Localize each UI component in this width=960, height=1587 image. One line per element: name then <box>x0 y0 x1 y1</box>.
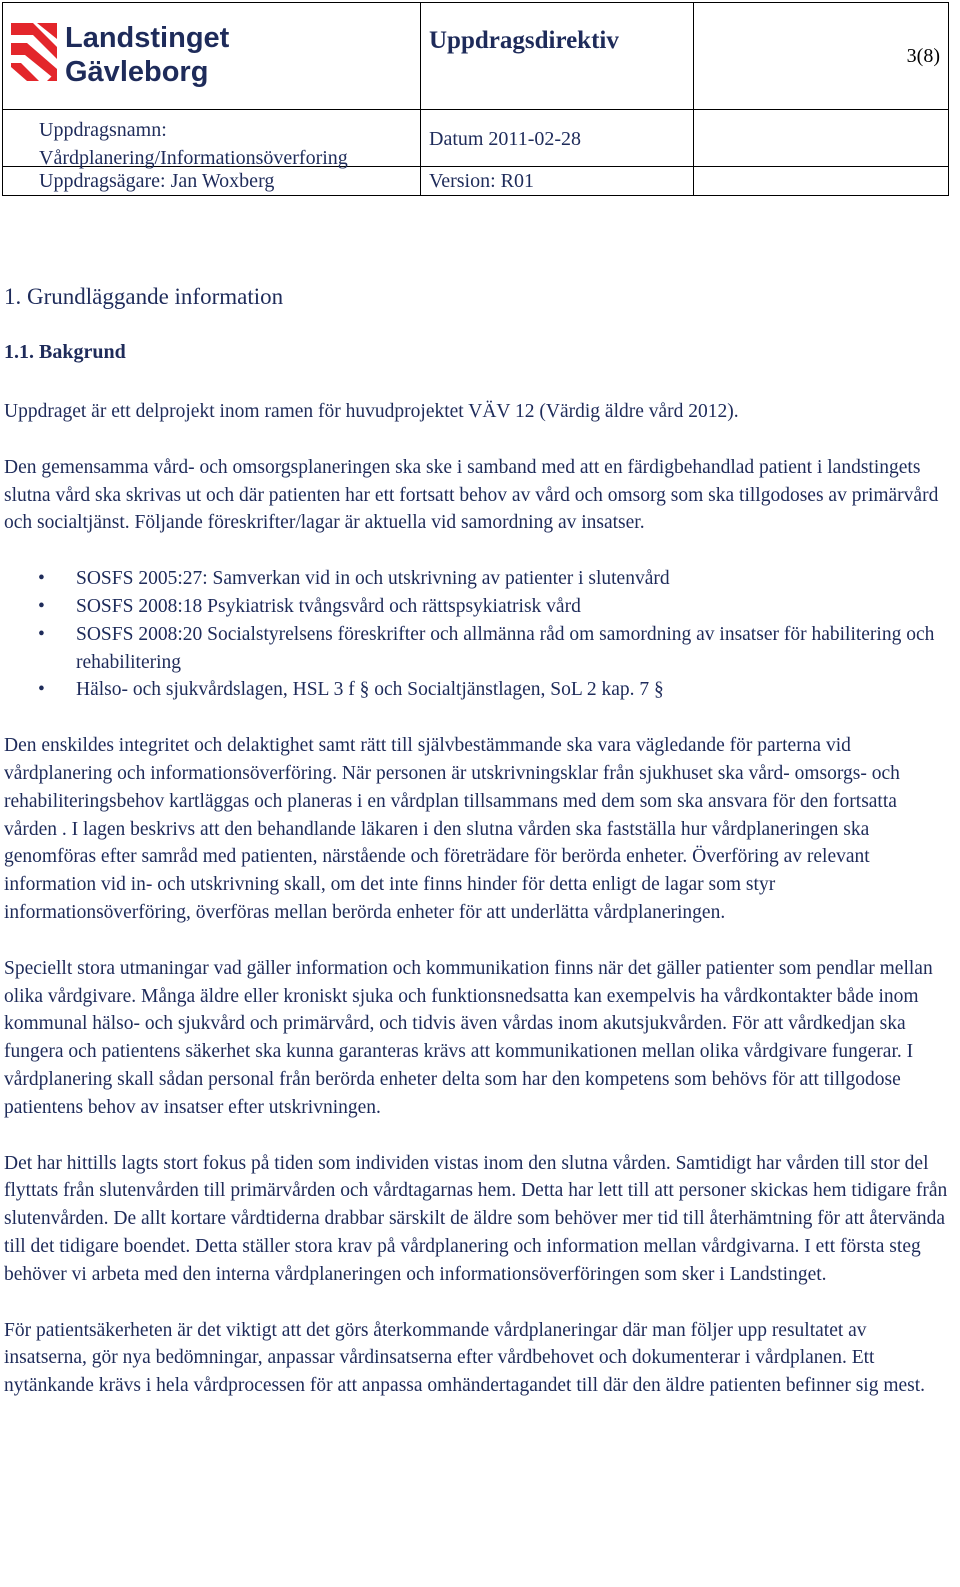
page-number: 3(8) <box>906 45 940 67</box>
list-item-text: Hälso- och sjukvårdslagen, HSL 3 f § och Socialtjänstlagen, SoL 2 kap. 7 § <box>76 679 664 701</box>
assignment-name: Vårdplanering/Informationsöverforing <box>39 147 348 169</box>
list-item-text: SOSFS 2008:18 Psykiatrisk tvångsvård och rättspsykiatrisk vård <box>76 595 581 617</box>
logo-text-line2: Gävleborg <box>65 56 209 88</box>
paragraph: Det har hittills lagts stort fokus på tiden som individen vistas inom den slutna vården. Samtidigt har vården till stor del flyttats från slutenvården till primärvården och vårdtagarnas hem. Detta har lett till att personer skickas hem tidigare från slutenvården. De allt kortare vårdtiderna drabbar särskilt de äldre som behöver mer tid till återhämtning för att återvända till det tidigare boendet. Detta ställer stora krav på vårdplanering och information mellan vårdgivarna. I ett första steg behöver vi arbeta med den interna vårdplaneringen och informationsöverföringen som sker i Landstinget. <box>4 1152 948 1285</box>
page-cell <box>694 3 949 110</box>
assignment-owner: Uppdragsägare: Jan Woxberg <box>39 170 275 192</box>
document-date: Datum 2011-02-28 <box>429 128 582 150</box>
owner-cell <box>3 167 421 196</box>
empty-cell <box>694 110 949 167</box>
title-cell <box>421 3 694 110</box>
bullet-icon: • <box>38 623 45 645</box>
landstinget-gavleborg-logo-icon <box>11 17 241 89</box>
document-version: Version: R01 <box>429 170 534 192</box>
list-item <box>4 565 948 593</box>
subsection-heading: 1.1. Bakgrund <box>4 341 126 363</box>
regulation-list <box>4 565 948 704</box>
assignment-block <box>39 116 348 172</box>
list-item <box>4 621 948 677</box>
document-header <box>2 2 949 196</box>
organization-logo <box>11 17 241 94</box>
list-item-text: SOSFS 2008:20 Socialstyrelsens föreskrifter och allmänna råd om samordning av insatser för habilitering och rehabilitering <box>76 623 935 673</box>
date-cell <box>421 110 694 167</box>
paragraph: Den enskildes integritet och delaktighet samt rätt till självbestämmande ska vara vägledande för parterna vid vårdplanering och informationsöverföring. När personen är utskrivningsklar från sjukhuset ska vård- omsorgs- och rehabiliteringsbehov kartläggas och planeras i en vårdplan tillsammans med dem som ska ansvara för den fortsatta vården . I lagen beskrivs att den behandlande läkaren i den slutna vården ska fastställa hur vårdplaneringen ska genomföras efter samråd med patienten, närstående och företrädare för berörda enheter. Överföring av relevant information vid in- och utskrivning skall, om det inte finns hinder för detta enligt de lagar som styr informationsöverföring, överföras mellan berörda enheter för att underlätta vårdplaneringen. <box>4 735 900 923</box>
document-body <box>4 282 948 1400</box>
bullet-icon: • <box>38 568 45 590</box>
assignment-cell <box>3 110 421 167</box>
section-heading: 1. Grundläggande information <box>4 284 284 309</box>
list-item <box>4 593 948 621</box>
bullet-icon: • <box>38 679 45 701</box>
empty-cell-2 <box>694 167 949 196</box>
paragraph: Uppdraget är ett delprojekt inom ramen för huvudprojektet VÄV 12 (Värdig äldre vård 2012). <box>4 401 739 422</box>
paragraph: Speciellt stora utmaningar vad gäller information och kommunikation finns när det gäller patienter som pendlar mellan olika vårdgivare. Många äldre eller kroniskt sjuka och funktionsnedsatta kan exempelvis ha vårdkontakter både inom kommunal hälso- och sjukvård och primärvård, och tidvis även vårdas inom akutsjukvården. För att vårdkedjan ska fungera och patientens säkerhet ska kunna garanteras krävs att kommunikationen mellan olika vårdgivare fungerar. I vårdplanering skall sådan personal från berörda enheter delta som har den kompetens som behövs för att tillgodose patientens behov av insatser efter utskrivningen. <box>4 957 933 1118</box>
assignment-label: Uppdragsnamn: <box>39 119 167 141</box>
list-item-text: SOSFS 2005:27: Samverkan vid in och utskrivning av patienter i slutenvård <box>76 568 670 590</box>
bullet-icon: • <box>38 595 45 617</box>
paragraph: För patientsäkerheten är det viktigt att det görs återkommande vårdplaneringar där man följer upp resultatet av insatserna, gör nya bedömningar, anpassar vårdinsatserna efter vårdbehovet och dokumenterar i vårdplanen. Ett nytänkande krävs i hela vårdprocessen för att anpassa omhändertagandet till där den äldre patienten befinner sig mest. <box>4 1319 926 1397</box>
document-title: Uppdragsdirektiv <box>429 27 619 54</box>
logo-text-line1: Landstinget <box>65 22 230 54</box>
list-item <box>4 676 948 704</box>
paragraph: Den gemensamma vård- och omsorgsplaneringen ska ske i samband med att en färdigbehandlad patient i landstingets slutna vård ska skrivas ut och där patienten har ett fortsatt behov av vård och omsorg som ska tillgodoses av primärvård och socialtjänst. Följande föreskrifter/lagar är aktuella vid samordning av insatser. <box>4 456 939 534</box>
logo-cell <box>3 3 421 110</box>
version-cell <box>421 167 694 196</box>
